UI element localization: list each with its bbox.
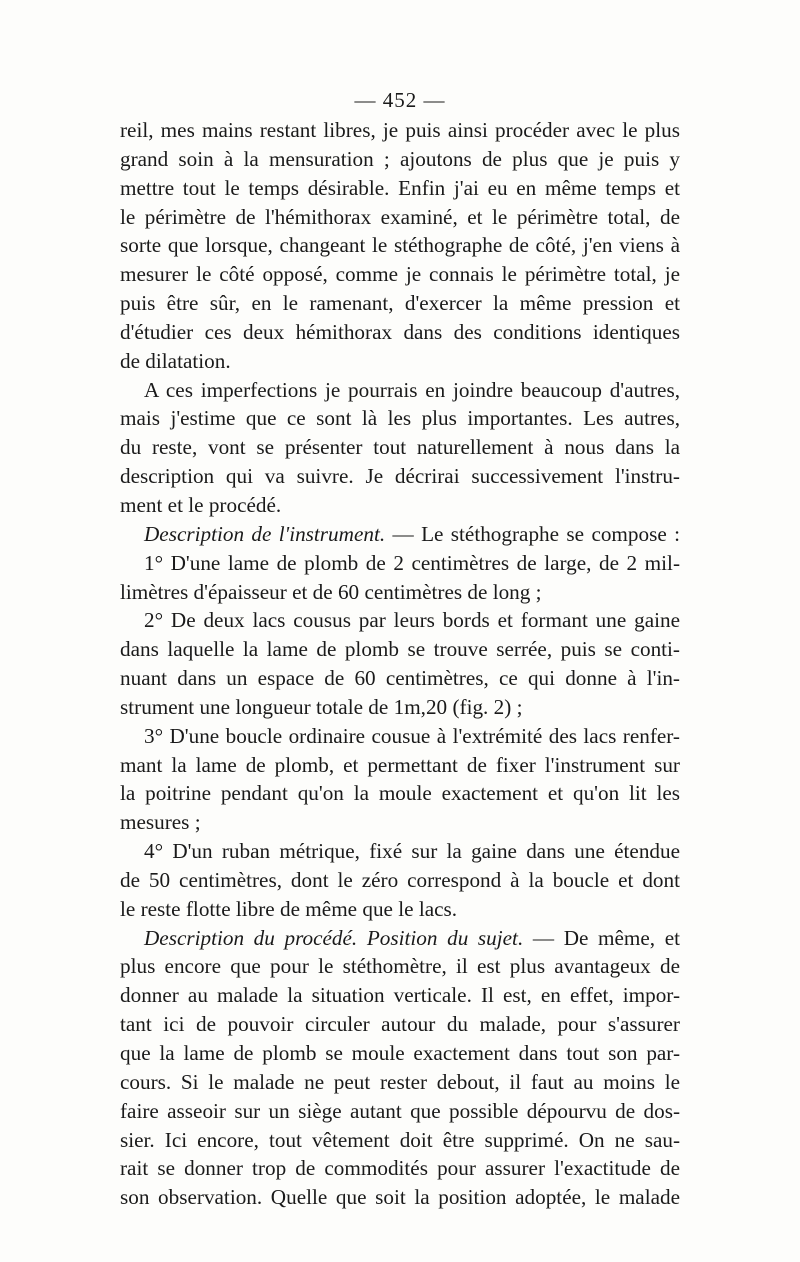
section-heading-line (120, 520, 680, 549)
section-heading-rest: — De même, et (532, 925, 681, 950)
text-line: sorte que lorsque, changeant le stéthographe de côté, j'en viens à (120, 233, 680, 258)
text-line: la poitrine pendant qu'on la moule exactement et qu'on lit les (120, 781, 680, 806)
text-line: faire asseoir sur un siège autant que possible dépourvu de dos- (120, 1098, 680, 1123)
text-line: mesurer le côté opposé, comme je connais le périmètre total, je (120, 262, 680, 287)
text-line: nuant dans un espace de 60 centimètres, ce qui donne à l'in- (120, 666, 680, 691)
text-line: limètres d'épaisseur et de 60 centimètres de long ; (120, 579, 542, 604)
section-heading-line (120, 924, 680, 953)
text-line: mais j'estime que ce sont là les plus importantes. Les autres, (120, 406, 680, 431)
text-line: du reste, vont se présenter tout naturellement à nous dans la (120, 435, 680, 460)
section-heading-italic: Description de l'instrument. (144, 521, 386, 546)
text-line: reil, mes mains restant libres, je puis ainsi procéder avec le plus (120, 118, 680, 142)
text-line: puis être sûr, en le ramenant, d'exercer la même pression et (120, 291, 680, 316)
text-line: cours. Si le malade ne peut rester debout, il faut au moins le (120, 1069, 680, 1094)
text-line: le reste flotte libre de même que le lacs. (120, 896, 458, 921)
text-line: mesures ; (120, 810, 201, 835)
text-line: le périmètre de l'hémithorax examiné, et le périmètre total, de (120, 204, 680, 229)
text-line: 1° D'une lame de plomb de 2 centimètres de large, de 2 mil- (144, 550, 680, 575)
text-line: plus encore que pour le stéthomètre, il est plus avantageux de (120, 954, 680, 979)
text-line: sier. Ici encore, tout vêtement doit être supprimé. On ne sau- (120, 1127, 680, 1152)
text-line: tant ici de pouvoir circuler autour du malade, pour s'assurer (120, 1012, 680, 1037)
text-line: dans laquelle la lame de plomb se trouve serrée, puis se conti- (120, 637, 680, 662)
text-line: d'étudier ces deux hémithorax dans des conditions identiques (120, 319, 680, 344)
text-line: 2° De deux lacs cousus par leurs bords et formant une gaine (144, 608, 680, 633)
text-line: 3° D'une boucle ordinaire cousue à l'extrémité des lacs renfer- (144, 723, 680, 748)
text-line: de 50 centimètres, dont le zéro correspond à la boucle et dont (120, 867, 680, 892)
text-line: description qui va suivre. Je décrirai successivement l'instru- (120, 464, 680, 489)
text-line: rait se donner trop de commodités pour assurer l'exactitude de (120, 1156, 680, 1181)
section-heading-rest: — Le stéthographe se compose : (392, 521, 681, 546)
text-line: son observation. Quelle que soit la position adoptée, le malade (120, 1185, 680, 1210)
text-line: grand soin à la mensuration ; ajoutons de plus que je puis y (120, 146, 680, 171)
text-line: donner au malade la situation verticale. Il est, en effet, impor- (120, 983, 680, 1008)
text-line: mettre tout le temps désirable. Enfin j'ai eu en même temps et (120, 175, 680, 200)
text-line: de dilatation. (120, 348, 231, 373)
text-line: 4° D'un ruban métrique, fixé sur la gaine dans une étendue (144, 839, 680, 864)
text-line: A ces imperfections je pourrais en joindre beaucoup d'autres, (144, 377, 680, 402)
page-number-header: — 452 — (354, 88, 446, 112)
body-text (120, 116, 680, 1212)
section-heading-italic: Description du procédé. Position du sujet. (144, 925, 524, 950)
text-line: ment et le procédé. (120, 492, 282, 517)
text-line: mant la lame de plomb, et permettant de fixer l'instrument sur (120, 752, 680, 777)
text-line: que la lame de plomb se moule exactement dans tout son par- (120, 1041, 680, 1065)
text-line: strument une longueur totale de 1m,20 (fig. 2) ; (120, 694, 523, 719)
